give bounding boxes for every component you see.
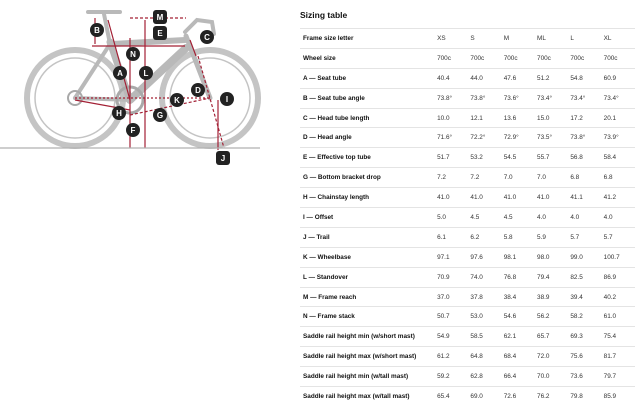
row-value: 72.6 [502,387,535,406]
table-row [300,287,635,307]
size-header-ml: ML [535,29,568,49]
row-value: 61.0 [602,307,635,327]
row-value: 74.0 [468,267,501,287]
row-value: 69.0 [468,387,501,406]
svg-text:D: D [195,86,201,95]
table-row [300,387,635,406]
dimension-label-g [153,108,167,122]
table-row [300,247,635,267]
size-header-xl: XL [602,29,635,49]
row-value: 54.5 [502,148,535,168]
size-header-m: M [502,29,535,49]
row-value: 76.2 [535,387,568,406]
row-value: 79.8 [568,387,601,406]
row-value: 20.1 [602,108,635,128]
row-value: 64.8 [468,347,501,367]
row-value: 41.0 [535,188,568,208]
size-header-xs: XS [435,29,468,49]
row-value: 5.8 [502,227,535,247]
row-value: 51.7 [435,148,468,168]
svg-text:E: E [157,29,163,38]
row-value: 65.7 [535,327,568,347]
svg-text:L: L [143,69,149,78]
table-body [300,48,635,406]
row-value: 73.9° [602,128,635,148]
row-label: Saddle rail height min (w/short mast) [300,327,435,347]
row-value: 79.7 [602,367,635,387]
svg-text:C: C [204,33,210,42]
dimension-label-n [126,47,140,61]
row-value: 79.4 [535,267,568,287]
row-value: 41.0 [502,188,535,208]
dimension-label-f [126,123,140,137]
dimension-label-h [112,106,126,120]
row-value: 82.5 [568,267,601,287]
row-value: 700c [435,48,468,68]
row-label: I — Offset [300,208,435,228]
row-value: 62.1 [502,327,535,347]
row-value: 73.8° [468,88,501,108]
row-label: L — Standover [300,267,435,287]
row-value: 7.2 [435,168,468,188]
row-value: 70.0 [535,367,568,387]
row-value: 97.6 [468,247,501,267]
row-value: 6.2 [468,227,501,247]
svg-text:J: J [220,154,226,163]
row-value: 4.5 [502,208,535,228]
size-header-l: L [568,29,601,49]
row-value: 76.8 [502,267,535,287]
bike-geometry-svg [0,0,270,190]
svg-text:I: I [225,95,229,104]
row-value: 71.6° [435,128,468,148]
row-value: 4.0 [568,208,601,228]
row-value: 72.0 [535,347,568,367]
row-value: 5.0 [435,208,468,228]
row-value: 41.1 [568,188,601,208]
row-value: 700c [535,48,568,68]
row-value: 72.9° [502,128,535,148]
row-value: 73.4° [602,88,635,108]
section-title: Sizing table [300,10,348,20]
row-value: 73.5° [535,128,568,148]
row-value: 65.4 [435,387,468,406]
row-value: 51.2 [535,68,568,88]
row-value: 53.0 [468,307,501,327]
row-value: 69.3 [568,327,601,347]
table-row [300,327,635,347]
row-value: 66.4 [502,367,535,387]
row-value: 59.2 [435,367,468,387]
svg-text:H: H [116,109,122,118]
table-row [300,367,635,387]
row-value: 40.2 [602,287,635,307]
row-label: G — Bottom bracket drop [300,168,435,188]
sizing-table-section [300,10,635,406]
row-value: 75.6 [568,347,601,367]
row-value: 6.8 [568,168,601,188]
table-row [300,128,635,148]
dimension-label-c [200,30,214,44]
row-value: 7.2 [468,168,501,188]
table-row [300,347,635,367]
row-value: 5.9 [535,227,568,247]
dimension-label-d [191,83,205,97]
row-value: 98.1 [502,247,535,267]
table-row [300,48,635,68]
row-label: K — Wheelbase [300,247,435,267]
row-value: 98.0 [535,247,568,267]
row-label: D — Head angle [300,128,435,148]
row-value: 4.5 [468,208,501,228]
svg-text:B: B [94,26,100,35]
row-label: M — Frame reach [300,287,435,307]
dimension-label-l [139,66,153,80]
table-row [300,307,635,327]
row-value: 6.1 [435,227,468,247]
row-value: 15.0 [535,108,568,128]
dimension-label-j [216,151,230,165]
row-label: A — Seat tube [300,68,435,88]
row-value: 37.8 [468,287,501,307]
row-label: N — Frame stack [300,307,435,327]
table-row [300,108,635,128]
row-value: 54.9 [435,327,468,347]
row-value: 700c [602,48,635,68]
row-value: 12.1 [468,108,501,128]
row-value: 40.4 [435,68,468,88]
row-value: 99.0 [568,247,601,267]
row-value: 60.9 [602,68,635,88]
row-value: 81.7 [602,347,635,367]
row-label: Saddle rail height max (w/short mast) [300,347,435,367]
row-value: 72.2° [468,128,501,148]
table-row [300,227,635,247]
row-value: 61.2 [435,347,468,367]
row-value: 50.7 [435,307,468,327]
row-label: H — Chainstay length [300,188,435,208]
row-label: Saddle rail height min (w/tall mast) [300,367,435,387]
row-value: 56.8 [568,148,601,168]
svg-text:N: N [130,50,136,59]
row-value: 700c [468,48,501,68]
row-value: 68.4 [502,347,535,367]
svg-text:G: G [156,111,164,120]
table-row [300,148,635,168]
row-label: J — Trail [300,227,435,247]
table-row [300,208,635,228]
row-value: 4.0 [535,208,568,228]
row-value: 55.7 [535,148,568,168]
size-header-s: S [468,29,501,49]
row-value: 53.2 [468,148,501,168]
row-value: 73.4° [535,88,568,108]
row-value: 58.5 [468,327,501,347]
row-label: E — Effective top tube [300,148,435,168]
row-value: 700c [502,48,535,68]
row-value: 75.4 [602,327,635,347]
table-header-row [300,29,635,49]
row-value: 58.2 [568,307,601,327]
row-label: Saddle rail height max (w/tall mast) [300,387,435,406]
row-value: 17.2 [568,108,601,128]
row-value: 54.6 [502,307,535,327]
row-value: 5.7 [568,227,601,247]
row-value: 38.9 [535,287,568,307]
row-value: 38.4 [502,287,535,307]
row-value: 58.4 [602,148,635,168]
row-value: 47.6 [502,68,535,88]
row-label: C — Head tube length [300,108,435,128]
dimension-label-b [90,23,104,37]
row-value: 7.0 [535,168,568,188]
row-value: 56.2 [535,307,568,327]
row-value: 62.8 [468,367,501,387]
row-value: 13.6 [502,108,535,128]
table-row [300,88,635,108]
bike-geometry-diagram [0,0,270,190]
row-value: 70.9 [435,267,468,287]
dimension-label-e [153,26,167,40]
row-value: 73.8° [568,128,601,148]
row-value: 5.7 [602,227,635,247]
row-value: 100.7 [602,247,635,267]
row-label: B — Seat tube angle [300,88,435,108]
row-value: 700c [568,48,601,68]
table-row [300,267,635,287]
row-value: 6.8 [602,168,635,188]
row-value: 54.8 [568,68,601,88]
sizing-table [300,28,635,406]
row-value: 41.0 [435,188,468,208]
row-value: 97.1 [435,247,468,267]
row-value: 86.9 [602,267,635,287]
row-value: 4.0 [602,208,635,228]
table-row [300,68,635,88]
row-value: 73.6° [502,88,535,108]
dimension-label-m [153,10,167,24]
table-row [300,168,635,188]
svg-text:F: F [130,126,136,135]
dimension-label-i [220,92,234,106]
row-value: 41.0 [468,188,501,208]
row-value: 10.0 [435,108,468,128]
row-value: 73.6 [568,367,601,387]
row-value: 37.0 [435,287,468,307]
row-value: 39.4 [568,287,601,307]
dimension-label-k [170,93,184,107]
svg-text:M: M [156,13,164,22]
row-value: 73.4° [568,88,601,108]
row-label: Wheel size [300,48,435,68]
row-value: 73.8° [435,88,468,108]
row-value: 41.2 [602,188,635,208]
row-value: 44.0 [468,68,501,88]
dimension-label-a [113,66,127,80]
row-value: 7.0 [502,168,535,188]
row-value: 85.9 [602,387,635,406]
svg-text:A: A [117,69,123,78]
svg-text:K: K [174,96,180,105]
table-row [300,188,635,208]
header-label: Frame size letter [300,29,435,49]
